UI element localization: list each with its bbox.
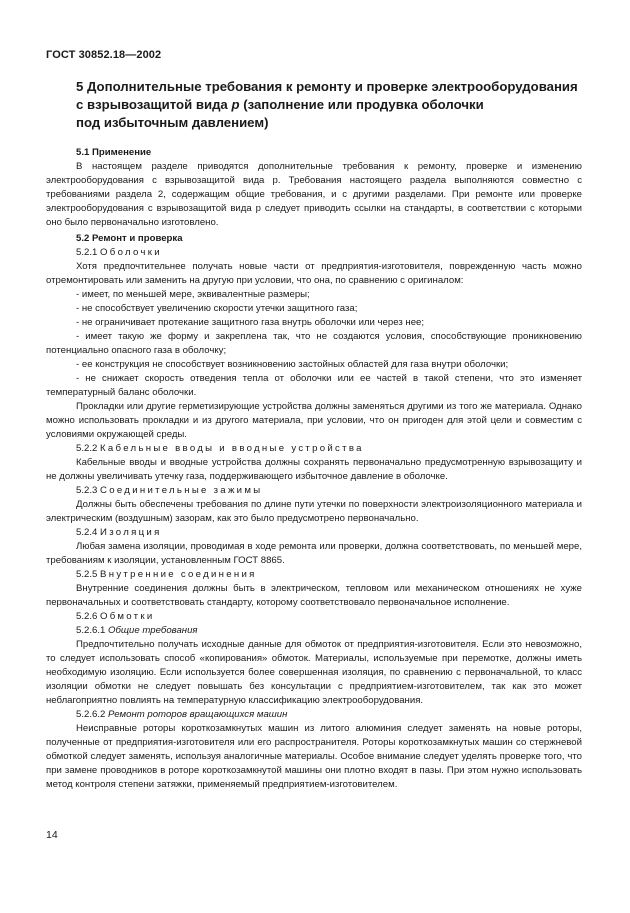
clause-5-2-4 bbox=[46, 526, 582, 540]
clause-5-2-6-1 bbox=[46, 624, 582, 638]
title-line-1: 5 Дополнительные требования к ремонту и проверке электрооборудования bbox=[76, 79, 578, 94]
paragraph-5-2-1: Хотя предпочтительнее получать новые части от предприятия-изготовителя, поврежденную часть можно отремонтировать или заменить на другую при условии, что она, по сравнению с оригиналом: bbox=[46, 261, 582, 286]
title-line-2-a: с взрывозащитой вида bbox=[76, 97, 228, 112]
paragraph-5-2-2: Кабельные вводы и вводные устройства должны сохранять первоначально предусмотренную взрывозащиту и не должны увеличивать утечку газа, поддерживающего избыточное давление в оболочке. bbox=[46, 457, 582, 482]
document-body bbox=[46, 144, 582, 792]
list-item: - не снижает скорость отведения тепла от оболочки или ее частей в такой степени, что это изменяет температурный баланс оболочки. bbox=[46, 373, 582, 398]
list-item: - не способствует увеличению скорости утечки защитного газа; bbox=[76, 303, 358, 314]
paragraph-5-2-4: Любая замена изоляции, проводимая в ходе ремонта или проверки, должна соответствовать, по меньшей мере, требованиям к изоляции, установленным ГОСТ 8865. bbox=[46, 541, 582, 566]
list-item: - ее конструкция не способствует возникновению застойных областей для газа внутри оболочки; bbox=[76, 359, 509, 370]
clause-number: 5.2.2 bbox=[76, 443, 98, 454]
page-number: 14 bbox=[46, 829, 58, 841]
clause-5-2-2 bbox=[46, 442, 582, 456]
clause-title: Общие требования bbox=[108, 625, 198, 636]
clause-title: Внутренние соединения bbox=[100, 569, 257, 580]
clause-5-2-6 bbox=[46, 610, 582, 624]
clause-title: Обмотки bbox=[100, 611, 155, 622]
clause-5-2-3 bbox=[46, 484, 582, 498]
clause-5-2-6-2 bbox=[46, 708, 582, 722]
clause-5-2-5 bbox=[46, 568, 582, 582]
clause-number: 5.2.5 bbox=[76, 569, 98, 580]
clause-number: 5.2.1 bbox=[76, 247, 98, 258]
clause-title: Соединительные зажимы bbox=[100, 485, 263, 496]
clause-number: 5.2.6 bbox=[76, 611, 98, 622]
list-item: - имеет такую же форму и закреплена так, что не создаются условия, способствующие проникновению потенциально опасного газа в оболочку; bbox=[46, 331, 582, 356]
paragraph-5-2-3: Должны быть обеспечены требования по длине пути утечки по поверхности электроизоляционного материала и электрическим (воздушным) зазорам, как это было предусмотрено первоначально. bbox=[46, 499, 582, 524]
clause-title: Кабельные вводы и вводные устройства bbox=[100, 443, 364, 454]
clause-number: 5.2.4 bbox=[76, 527, 98, 538]
clause-title: Оболочки bbox=[100, 247, 162, 258]
paragraph-gaskets: Прокладки или другие герметизирующие устройства должны заменяться другими из того же материала. Однако можно использовать прокладки и из другого материала, при условии, что он пригоден для этой цели и совместим с условиями окружающей среды. bbox=[46, 401, 582, 440]
clause-number: 5.2.6.1 bbox=[76, 625, 106, 636]
paragraph-5-2-6-2: Неисправные роторы короткозамкнутых машин из литого алюминия следует заменять на новые роторы, полученные от предприятия-изготовителя или его распространителя. Роторы короткозамкнутых машин со стержневой обмоткой следует заменять, используя аналогичные материалы. Особое внимание следует уделять проверке того, что при замене проводников в роторе короткозамкнутой машины они плотно входят в пазы. При этом нужно использовать метод контроля степени затяжки, применяемый предприятием-изготовителем. bbox=[46, 723, 582, 790]
paragraph-5-2-6-1: Предпочтительно получать исходные данные для обмоток от предприятия-изготовителя. Если это невозможно, то следует использовать способ «копирования» обмоток. Материалы, используемые при перемотке, должны иметь необходимую изоляцию. Если используется более совершенная изоляция, по сравнению с первоначальной, то класс изоляции обмотки не следует повышать без консультации с предприятием-изготовителем, так как это может неблагоприятно повлиять на температурную классификацию электрооборудования. bbox=[46, 639, 582, 706]
heading-5-1: 5.1 Применение bbox=[76, 147, 152, 158]
heading-5-2: 5.2 Ремонт и проверка bbox=[76, 233, 183, 244]
title-line-2 bbox=[76, 96, 596, 114]
clause-5-2-1 bbox=[46, 246, 582, 260]
clause-title: Ремонт роторов вращающихся машин bbox=[108, 709, 288, 720]
clause-title: Изоляция bbox=[100, 527, 162, 538]
list-item: - имеет, по меньшей мере, эквивалентные размеры; bbox=[76, 289, 310, 300]
paragraph-5-1: В настоящем разделе приводятся дополнительные требования к ремонту, проверке и изменению электрооборудования с взрывозащитой вида р. Требования настоящего раздела выполняются совместно с требованиями раздела 2, содержащим общие требования, и с другими разделами. При ремонте или проверке электрооборудования с взрывозащитой вида р следует приводить ссылки на стандарты, в соответствии с которыми оно было первоначально изготовлено. bbox=[46, 161, 582, 228]
title-line-2-b: (заполнение или продувка оболочки bbox=[243, 97, 484, 112]
section-title bbox=[76, 78, 596, 132]
list-item: - не ограничивает протекание защитного газа внутрь оболочки или через нее; bbox=[76, 317, 425, 328]
clause-number: 5.2.6.2 bbox=[76, 709, 106, 720]
standard-header: ГОСТ 30852.18—2002 bbox=[46, 49, 162, 61]
title-line-3: под избыточным давлением) bbox=[76, 115, 269, 130]
clause-number: 5.2.3 bbox=[76, 485, 98, 496]
protection-type-p: р bbox=[231, 97, 240, 112]
paragraph-5-2-5: Внутренние соединения должны быть в электрическом, тепловом или механическом отношениях не хуже первоначальных и соответствовать стандарту, которому соответствовало первоначальное исполнение. bbox=[46, 583, 582, 608]
